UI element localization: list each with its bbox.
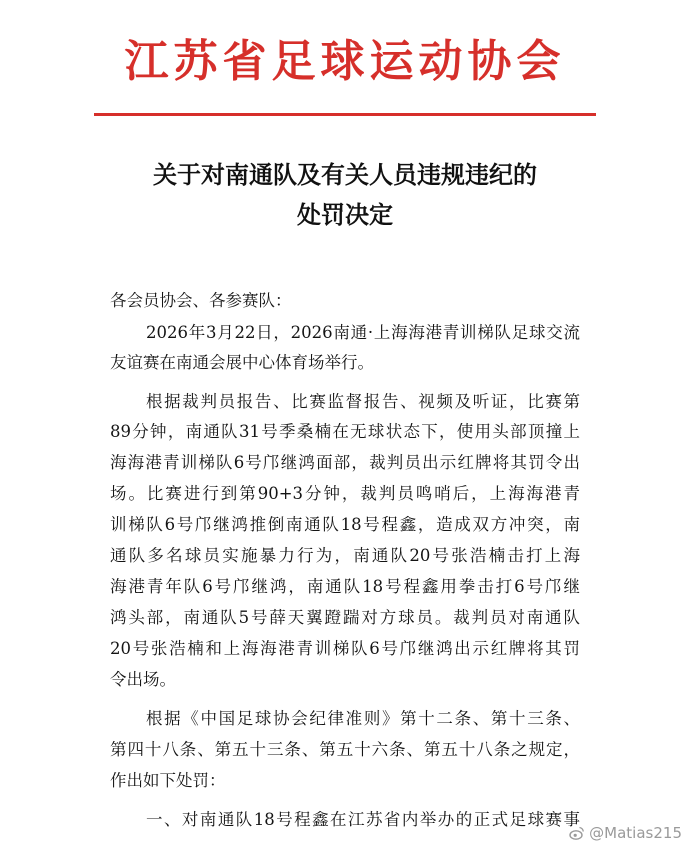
paragraph-1-line: 友谊赛在南通会展中心体育场举行。 [110,353,374,372]
salutation: 各会员协会、各参赛队： [110,291,292,310]
paragraph-4-line: 一、对南通队18号程鑫在江苏省内举办的正式足球赛事 [146,810,580,829]
paragraph-3-line: 根据《中国足球协会纪律准则》第十二条、第十三条、 [146,709,580,728]
paragraph-2-line: 鸿头部，南通队5号薛天翼蹬踹对方球员。裁判员对南通队 [110,608,580,627]
red-divider-line [94,113,596,116]
watermark [569,824,682,842]
paragraph-2-line: 根据裁判员报告、比赛监督报告、视频及听证，比赛第 [146,392,580,411]
document-title-line2: 处罚决定 [297,200,393,229]
paragraph-2-line: 场。比赛进行到第90+3分钟，裁判员鸣哨后，上海海港青 [110,484,580,503]
watermark-text: @Matias215 [589,824,682,842]
paragraph-2-line: 89分钟，南通队31号季桑楠在无球状态下，使用头部顶撞上 [110,422,580,441]
paragraph-2-line: 令出场。 [110,670,176,689]
paragraph-3-line: 第四十八条、第五十三条、第五十六条、第五十八条之规定， [110,740,580,759]
org-name-header: 江苏省足球运动协会 [124,36,566,87]
paragraph-2-line: 20号张浩楠和上海海港青训梯队6号邝继鸿出示红牌将其罚 [110,639,580,658]
document-title-line1: 关于对南通队及有关人员违规违纪的 [153,160,537,189]
paragraph-3-line: 作出如下处罚： [110,771,226,790]
paragraph-2-line: 通队多名球员实施暴力行为，南通队20号张浩楠击打上海 [110,546,580,565]
weibo-icon [569,825,585,841]
paragraph-1-line: 2026年3月22日，2026南通·上海海港青训梯队足球交流 [146,323,580,342]
paragraph-2-line: 海港青年队6号邝继鸿，南通队18号程鑫用拳击打6号邝继 [110,577,580,596]
paragraph-2-line: 海海港青训梯队6号邝继鸿面部，裁判员出示红牌将其罚令出 [110,453,580,472]
paragraph-2-line: 训梯队6号邝继鸿推倒南通队18号程鑫，造成双方冲突，南 [110,515,580,534]
